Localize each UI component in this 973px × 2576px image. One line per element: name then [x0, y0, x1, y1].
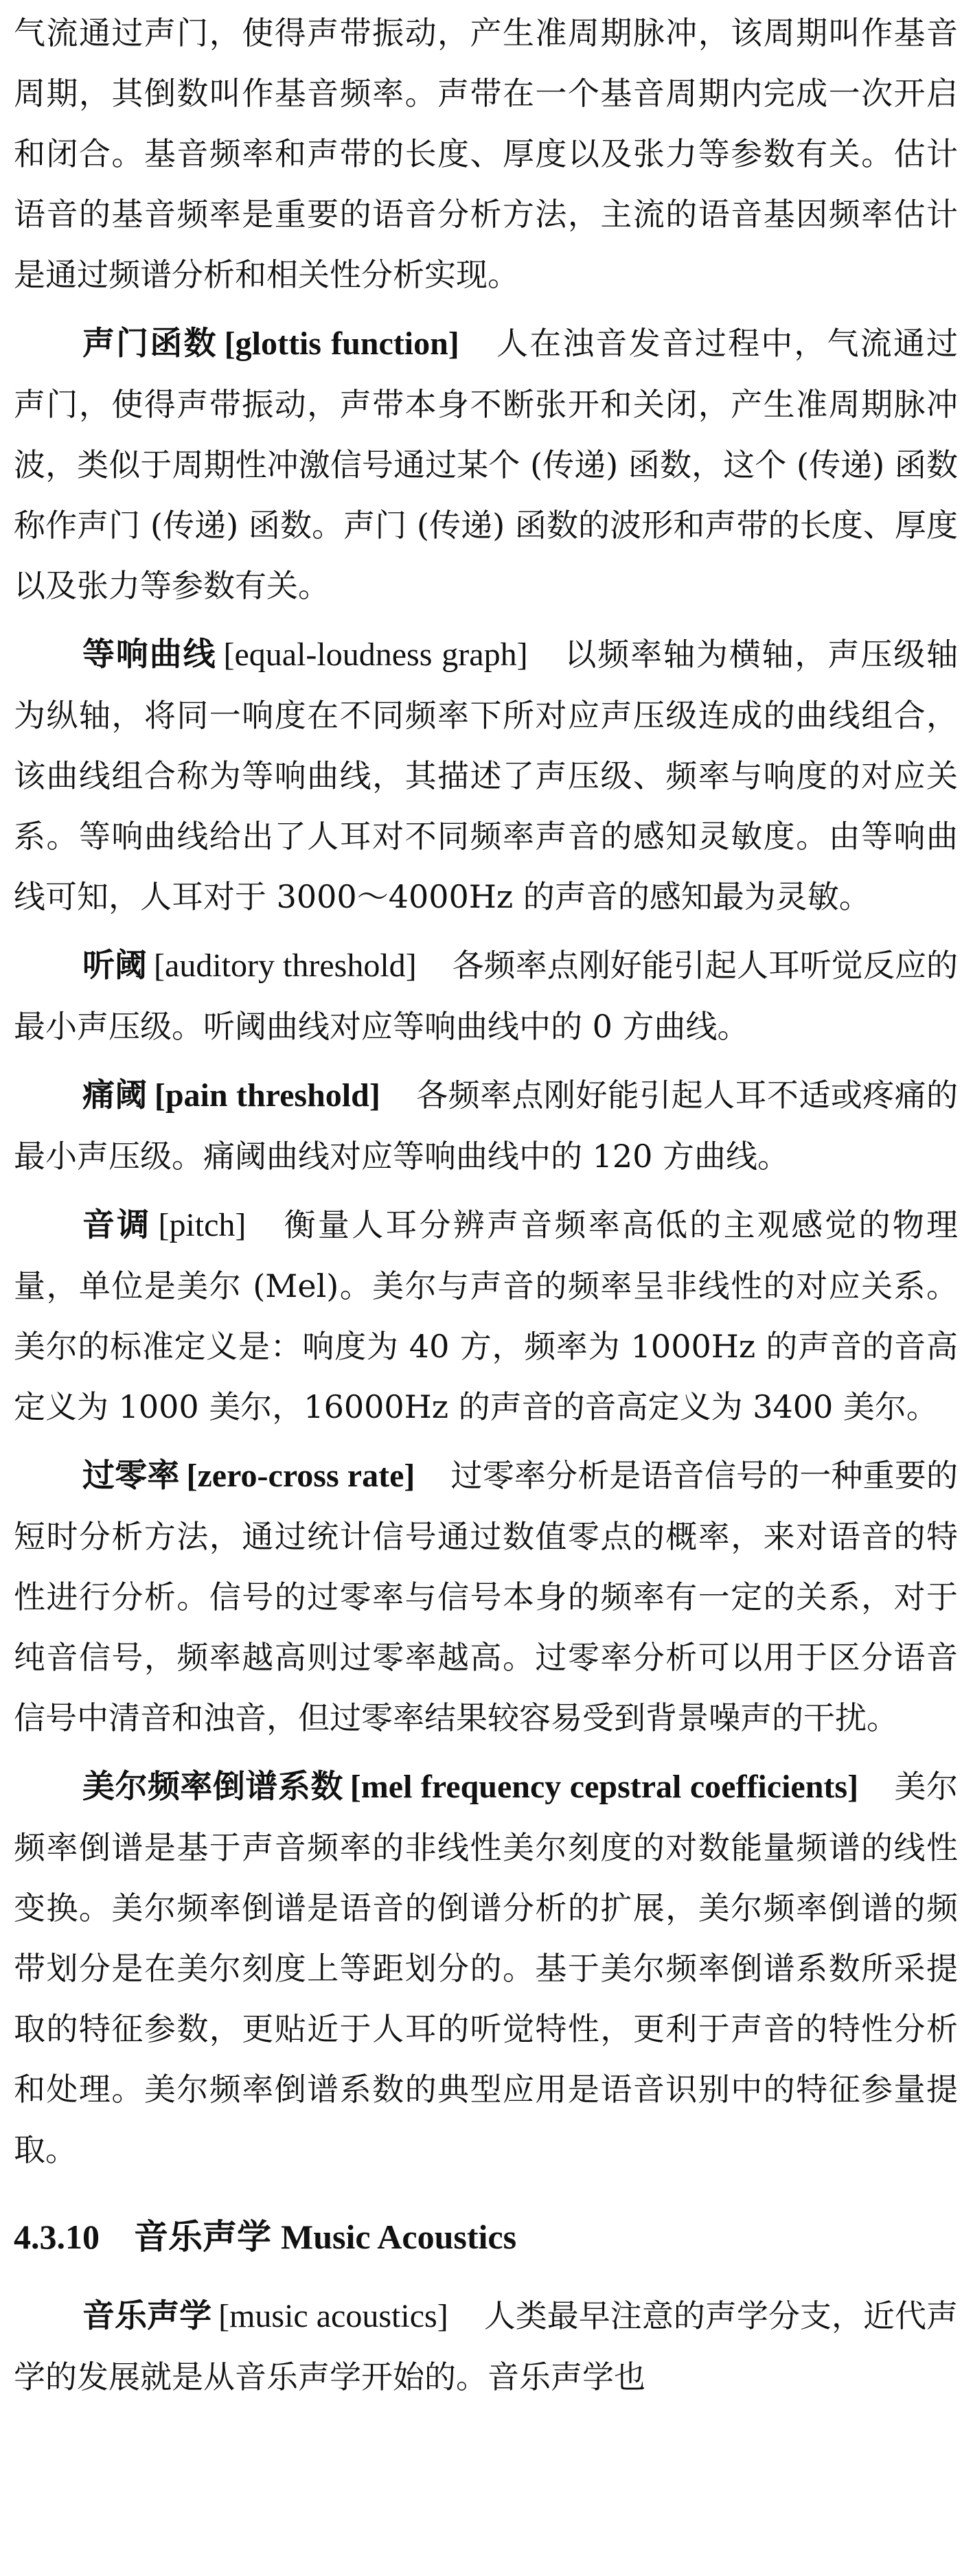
entry-equal-loudness-graph — [14, 624, 958, 927]
entry-pain-threshold — [14, 1065, 958, 1186]
entry-term: 音调 — [82, 1206, 152, 1244]
entry-definition: 以频率轴为横轴，声压级轴为纵轴，将同一响度在不同频率下所对应声压级连成的曲线组合，该曲线组合称为等响曲线，其描述了声压级、频率与响度的对应关系。等响曲线给出了人耳对不同频率声音的感知灵敏度。由等响曲线可知，人耳对于 3000～4000Hz 的声音的感知最为灵敏。 — [14, 636, 959, 915]
entry-definition: 衡量人耳分辨声音频率高低的主观感觉的物理量，单位是美尔 (Mel)。美尔与声音的频率呈非线性的对应关系。美尔的标准定义是：响度为 40 方，频率为 1000Hz 的声音的音高定义为 1000 美尔，16000Hz 的声音的音高定义为 3400 美尔。 — [14, 1206, 959, 1425]
entry-english-term: [equal-loudness graph] — [223, 636, 528, 673]
entry-english-term: [music acoustics] — [218, 2298, 448, 2334]
document-page — [14, 3, 958, 2407]
entry-zero-cross-rate — [14, 1445, 958, 1748]
intro-paragraph: 气流通过声门，使得声带振动，产生准周期脉冲，该周期叫作基音周期，其倒数叫作基音频率。声带在一个基音周期内完成一次开启和闭合。基音频率和声带的长度、厚度以及张力等参数有关。估计语音的基音频率是重要的语音分析方法，主流的语音基因频率估计是通过频谱分析和相关性分析实现。 — [14, 14, 958, 293]
entry-definition: 过零率分析是语音信号的一种重要的短时分析方法，通过统计信号通过数值零点的概率，来对语音的特性进行分析。信号的过零率与信号本身的频率有一定的关系，对于纯音信号，频率越高则过零率越高。过零率分析可以用于区分语音信号中清音和浊音，但过零率结果较容易受到背景噪声的干扰。 — [14, 1457, 959, 1736]
entry-term: 音乐声学 — [82, 2297, 212, 2335]
entry-glottis-function — [14, 313, 958, 616]
section-title-cn: 音乐声学 — [134, 2217, 271, 2257]
entry-music-acoustics — [14, 2286, 958, 2407]
entry-english-term: [glottis function] — [224, 325, 459, 362]
entry-term: 过零率 — [82, 1457, 180, 1495]
entry-pitch — [14, 1195, 958, 1437]
entry-english-term: [pain threshold] — [154, 1077, 380, 1114]
entry-term: 痛阈 — [82, 1077, 148, 1114]
entry-term: 听阈 — [82, 947, 148, 985]
entry-english-term: [zero-cross rate] — [186, 1458, 415, 1494]
entry-auditory-threshold — [14, 935, 958, 1057]
entry-term: 等响曲线 — [82, 636, 217, 674]
section-title-en: Music Acoustics — [281, 2218, 517, 2256]
entry-definition: 人类最早注意的声学分支，近代声学的发展就是从音乐声学开始的。音乐声学也 — [14, 2297, 959, 2395]
entry-definition: 美尔频率倒谱是基于声音频率的非线性美尔刻度的对数能量频谱的线性变换。美尔频率倒谱是语音的倒谱分析的扩展，美尔频率倒谱的频带划分是在美尔刻度上等距划分的。基于美尔频率倒谱系数所采提取的特征参数，更贴近于人耳的听觉特性，更利于声音的特性分析和处理。美尔频率倒谱系数的典型应用是语音识别中的特征参量提取。 — [14, 1768, 959, 2168]
entry-term: 声门函数 — [82, 325, 218, 363]
entry-definition: 各频率点刚好能引起人耳不适或疼痛的最小声压级。痛阈曲线对应等响曲线中的 120 方曲线。 — [14, 1077, 959, 1175]
entry-definition: 人在浊音发音过程中，气流通过声门，使得声带振动，声带本身不断张开和关闭，产生准周期脉冲波，类似于周期性冲激信号通过某个 (传递) 函数，这个 (传递) 函数称作声门 (传递) 函数。声门 (传递) 函数的波形和声带的长度、厚度以及张力等参数有关。 — [14, 325, 959, 604]
entry-mfcc — [14, 1756, 958, 2180]
section-heading — [14, 2213, 958, 2261]
entry-english-term: [auditory threshold] — [154, 947, 417, 984]
entry-term: 美尔频率倒谱系数 — [82, 1768, 343, 1806]
entry-definition: 各频率点刚好能引起人耳听觉反应的最小声压级。听阈曲线对应等响曲线中的 0 方曲线。 — [14, 947, 958, 1045]
section-number: 4.3.10 — [14, 2218, 100, 2256]
entry-english-term: [mel frequency cepstral coefficients] — [350, 1769, 859, 1805]
entry-english-term: [pitch] — [158, 1207, 247, 1243]
